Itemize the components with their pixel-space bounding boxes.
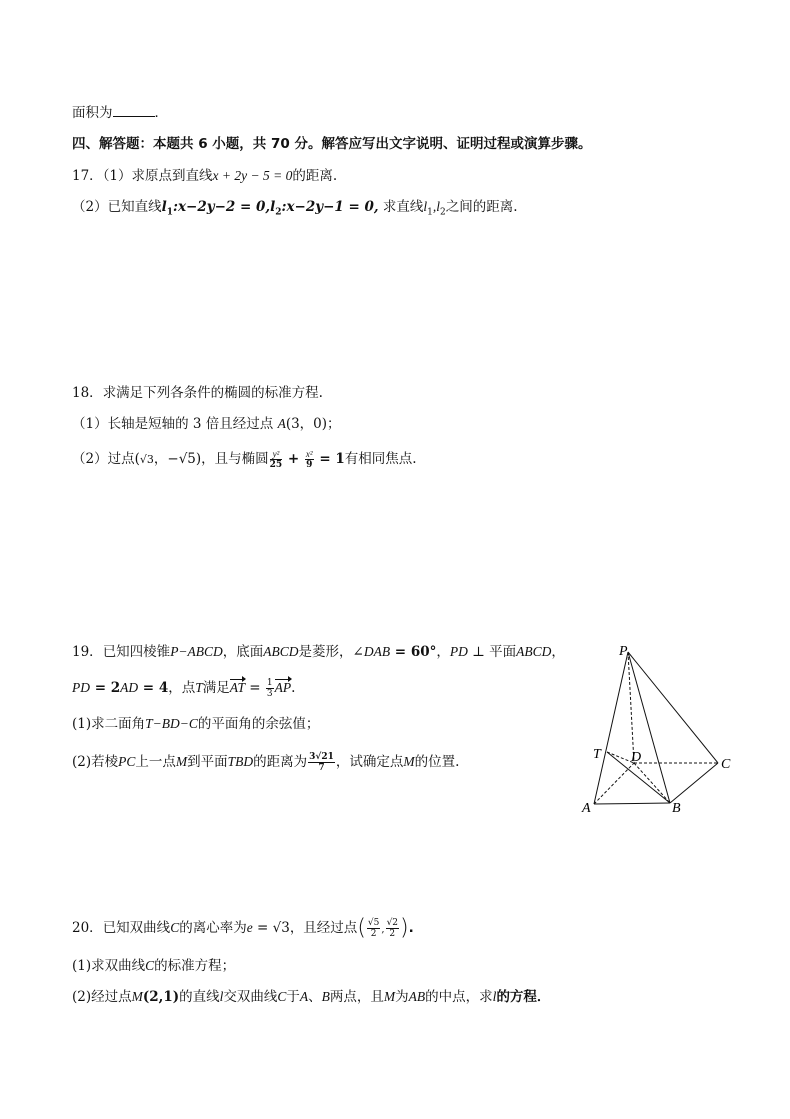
q18-frac-x-num: x² (305, 449, 313, 459)
q19-tbd: TBD (227, 754, 254, 769)
q18-p1-coords: (3，0)； (285, 416, 341, 432)
q19-vec-ap: AP (275, 678, 292, 698)
q19-angle: DAB (363, 644, 391, 659)
q19-eq-4: = 4 (138, 680, 169, 696)
q18-p1-text: （1）长轴是短轴的 3 倍且经过点 (72, 416, 278, 432)
q20-e: e (246, 920, 253, 935)
q18-number: 18． (72, 385, 103, 401)
q18-equals-one: = 1 (314, 451, 345, 467)
q17-number: 17． (72, 168, 103, 184)
q18-p2-end: 有相同焦点. (344, 451, 417, 467)
q20-l1-end: . (408, 920, 414, 936)
q18-plus: + (283, 451, 304, 467)
q19-angle-val: = 60° (390, 644, 437, 660)
q17-pair-sub2: 2 (440, 207, 446, 218)
q19-eq-2: = 2 (90, 680, 121, 696)
q17-p2-text: （2）已知直线 (72, 199, 162, 215)
q20-p2-e: 、 (308, 989, 322, 1005)
q20-point-b: B (321, 989, 330, 1004)
q18-frac-x (305, 449, 314, 470)
q19-p2-c: 到平面 (187, 754, 228, 770)
q17-part2 (72, 197, 518, 223)
q20-part1 (72, 956, 235, 976)
q18-frac-y-den: 25 (269, 460, 283, 470)
pyramid-figure (578, 640, 738, 820)
label-d: D (631, 750, 642, 765)
label-a: A (582, 801, 591, 816)
q19-l1-e: 平面 (489, 644, 517, 660)
q20-ab: AB (408, 989, 426, 1004)
q20-p2-h: 的中点，求 (425, 989, 493, 1005)
q20-p1-c: C (145, 958, 155, 973)
q20-l1-text: 已知双曲线 (102, 920, 171, 936)
q20-p2-g: 为 (395, 989, 409, 1005)
q19-number: 19． (72, 644, 103, 660)
q19-point-m2: M (403, 754, 415, 769)
q19-p2-end: 的位置. (414, 754, 460, 770)
q18-p2-mid: )，且与椭圆 (195, 451, 269, 467)
q20-p2-end: 的方程． (496, 989, 551, 1005)
q19-frac-den: 3 (266, 689, 273, 699)
q19-l2-end: . (291, 680, 296, 696)
q18-point-sep: ，− (153, 451, 179, 467)
q20-p2-c: 交双曲线 (223, 989, 278, 1005)
q18-stem-text: 求满足下列各条件的椭圆的标准方程. (102, 385, 323, 401)
q19-l1-f: ， (551, 644, 565, 660)
q19-p2-text: (2)若棱 (72, 754, 119, 770)
prev-tail-end: ． (154, 105, 168, 121)
q20-p2-d: 于 (286, 989, 300, 1005)
q19-frac-third (266, 678, 274, 699)
q17-eq1: :x−2y−2 = 0, (173, 199, 271, 215)
q19-l2-a: ，点 (168, 680, 196, 696)
q18-point-x: √3 (139, 453, 154, 466)
label-b: B (672, 801, 681, 816)
q19-ad: AD (120, 680, 139, 695)
prev-problem-tail (72, 103, 168, 123)
q20-line1 (72, 915, 414, 941)
q19-l1-text: 已知四棱锥 (102, 644, 171, 660)
q19-p1-end: 的平面角的余弦值； (197, 716, 320, 732)
q19-pd-2: PD (72, 680, 90, 695)
q20-line-l: l (219, 989, 224, 1004)
q20-point-coords: (2,1) (142, 989, 180, 1005)
label-p: P (619, 644, 628, 659)
q20-p2-text: (2)经过点 (72, 989, 132, 1005)
q20-point-m: M (131, 989, 143, 1004)
q18-part1 (72, 414, 341, 434)
q20-l1-b: 的离心率为 (179, 920, 247, 936)
q20-point-m2: M (383, 989, 396, 1004)
q17-p2-mid: 求直线 (378, 199, 424, 215)
q19-p1-text: (1)求二面角 (72, 716, 146, 732)
q19-l1-d: ， (436, 644, 450, 660)
q19-distance-frac (308, 752, 335, 773)
q19-pc: PC (118, 754, 136, 769)
q20-p2-b: 的直线 (179, 989, 220, 1005)
q18-point-y: √5 (178, 451, 196, 467)
q19-part1 (72, 714, 319, 734)
q20-c: C (170, 920, 180, 935)
section-4-heading: 四、解答题：本题共 6 小题，共 70 分。解答应写出文字说明、证明过程或演算步骤。 (72, 136, 592, 152)
q20-x-den: 2 (370, 929, 377, 939)
q18-p2-text: （2）过点( (72, 451, 140, 467)
q17-l2-sub: 2 (275, 207, 282, 218)
q19-plane: ABCD (516, 644, 552, 659)
q19-p2-d: 的距离为 (253, 754, 308, 770)
q20-frac-y (386, 918, 399, 939)
q20-line-l2: l (492, 989, 497, 1004)
q19-p2-e: ，试确定点 (335, 754, 404, 770)
q20-eq: = (252, 920, 273, 936)
q19-pd: PD (449, 644, 468, 659)
q17-l2: l (270, 199, 276, 215)
q20-part2 (72, 987, 550, 1007)
q17-pair-l: l (423, 199, 428, 214)
q19-frac-num: 1 (266, 678, 273, 688)
q19-perp: ⊥ (467, 644, 490, 660)
q17-p1-text: （1）求原点到直线 (102, 168, 213, 184)
q17-pair-comma: ,l (432, 199, 441, 214)
q17-pair-sub1: 1 (427, 207, 433, 218)
q19-dist-den: 7 (318, 763, 325, 773)
q20-p2-f: 两点，且 (329, 989, 384, 1005)
q17-l1-sub: 1 (166, 207, 173, 218)
q20-rparen: ) (400, 915, 409, 941)
label-t: T (593, 747, 601, 762)
label-c: C (721, 757, 731, 772)
q19-p2-b: 上一点 (135, 754, 176, 770)
q20-p1-text: (1)求双曲线 (72, 958, 146, 974)
q19-base: ABCD (263, 644, 299, 659)
q18-frac-x-den: 9 (306, 460, 313, 470)
q20-y-num: √2 (386, 918, 399, 928)
q17-eq2: :x−2y−1 = 0, (281, 199, 379, 215)
q20-x-num: √5 (367, 918, 380, 928)
q19-l1-b: ，底面 (222, 644, 264, 660)
q18-frac-y (270, 449, 283, 470)
q19-point-t: T (195, 680, 203, 695)
q20-y-den: 2 (389, 929, 396, 939)
q19-part2 (72, 752, 459, 773)
q20-l1-d: ，且经过点 (289, 920, 358, 936)
q19-l2-b: 满足 (202, 680, 230, 696)
q20-p1-end: 的标准方程； (154, 958, 236, 974)
q20-comma: , (381, 924, 385, 935)
answer-blank (113, 104, 155, 117)
q19-dist-num: 3√21 (309, 752, 334, 762)
q20-lparen: ( (357, 915, 366, 941)
q19-pyramid: P−ABCD (170, 644, 223, 659)
q20-number: 20． (72, 920, 103, 936)
q17-p2-end: 之间的距离. (445, 199, 518, 215)
q17-part1 (72, 166, 337, 186)
q19-dihedral: T−BD−C (145, 716, 198, 731)
q20-frac-x (367, 918, 380, 939)
q17-p1-end: 的距离. (292, 168, 338, 184)
q19-vec-at: AT (230, 678, 245, 698)
q19-l1-c: 是菱形，∠ (298, 644, 364, 660)
q19-line2 (72, 678, 295, 699)
q17-p1-equation: x + 2y − 5 = 0 (212, 168, 293, 183)
q18-part2 (72, 449, 417, 470)
q18-stem (72, 383, 323, 403)
q19-point-m: M (175, 754, 188, 769)
q20-point-a: A (299, 989, 309, 1004)
q20-curve-c: C (277, 989, 287, 1004)
q19-line1 (72, 642, 565, 662)
q18-point-a: A (277, 416, 286, 431)
q18-frac-y-num: y² (270, 449, 283, 460)
prev-tail-text: 面积为 (72, 105, 113, 121)
q20-ecc-value: √3 (272, 920, 290, 936)
q19-vec-eq: = (245, 680, 265, 696)
q17-l1: l (161, 199, 167, 215)
